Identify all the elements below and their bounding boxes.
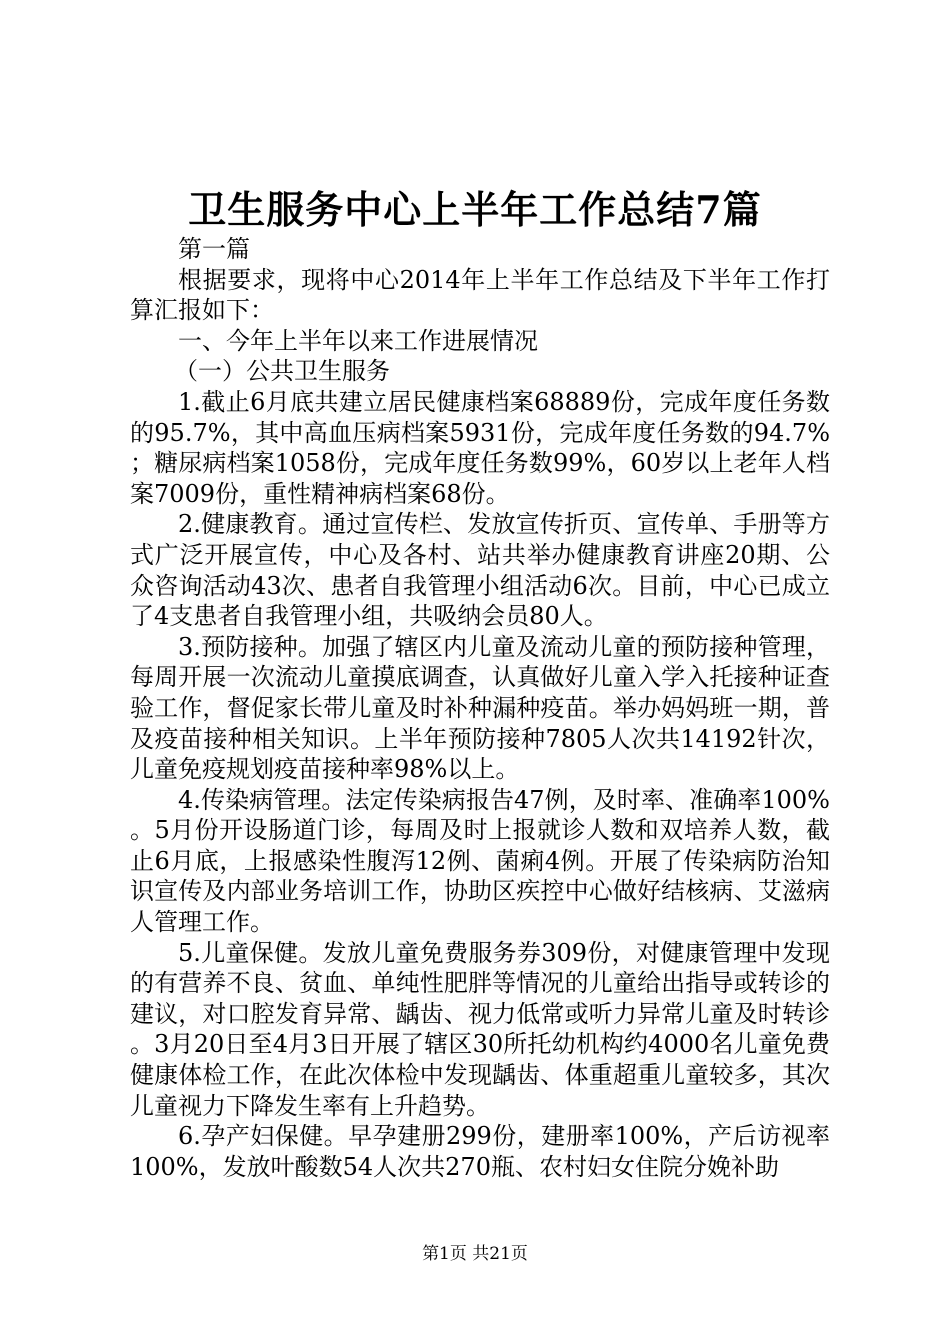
document-title: 卫生服务中心上半年工作总结7篇: [188, 187, 762, 232]
section-heading-progress: 一、今年上半年以来工作进展情况: [178, 326, 538, 355]
page-number-footer: 第1页 共21页: [422, 1244, 528, 1264]
paragraph-health-education: 2.健康教育。通过宣传栏、发放宣传折页、宣传单、手册等方式广泛开展宣传，中心及各村、站共举办健康教育讲座20期、公众咨询活动43次、患者自我管理小组活动6次。目前，中心已成立了4支患者自我管理小组，共吸纳会员80人。: [130, 510, 830, 631]
paragraph-health-records: 1.截止6月底共建立居民健康档案68889份，完成年度任务数的95.7%，其中高血压病档案5931份，完成年度任务数的94.7%；糖尿病档案1058份，完成年度任务数99%，60岁以上老年人档案7009份，重性精神病档案68份。: [130, 387, 830, 508]
subsection-heading-public-health: （一）公共卫生服务: [174, 357, 390, 386]
paragraph-child-health: 5.儿童保健。发放儿童免费服务券309份，对健康管理中发现的有营养不良、贫血、单纯性肥胖等情况的儿童给出指导或转诊的建议，对口腔发育异常、龋齿、视力低常或听力异常儿童及时转诊。3月20日至4月3日开展了辖区30所托幼机构约4000名儿童免费健康体检工作，在此次体检中发现龋齿、体重超重儿童较多，其次儿童视力下降发生率有上升趋势。: [130, 938, 830, 1120]
document-body: [130, 234, 830, 1182]
section-heading-first-part: 第一篇: [178, 235, 250, 263]
intro-paragraph: 根据要求，现将中心2014年上半年工作总结及下半年工作打算汇报如下：: [130, 265, 830, 325]
paragraph-infectious-disease: 4.传染病管理。法定传染病报告47例，及时率、准确率100%。5月份开设肠道门诊，每周及时上报就诊人数和双培养人数，截止6月底，上报感染性腹泻12例、菌痢4例。开展了传染病防治知识宣传及内部业务培训工作，协助区疾控中心做好结核病、艾滋病人管理工作。: [130, 785, 830, 937]
paragraph-maternal-health: 6.孕产妇保健。早孕建册299份，建册率100%，产后访视率100%，发放叶酸数54人次共270瓶、农村妇女住院分娩补助: [130, 1122, 830, 1181]
paragraph-vaccination: 3.预防接种。加强了辖区内儿童及流动儿童的预防接种管理，每周开展一次流动儿童摸底调查，认真做好儿童入学入托接种证查验工作，督促家长带儿童及时补种漏种疫苗。举办妈妈班一期，普及疫苗接种相关知识。上半年预防接种7805人次共14192针次，儿童免疫规划疫苗接种率98%以上。: [130, 632, 830, 784]
